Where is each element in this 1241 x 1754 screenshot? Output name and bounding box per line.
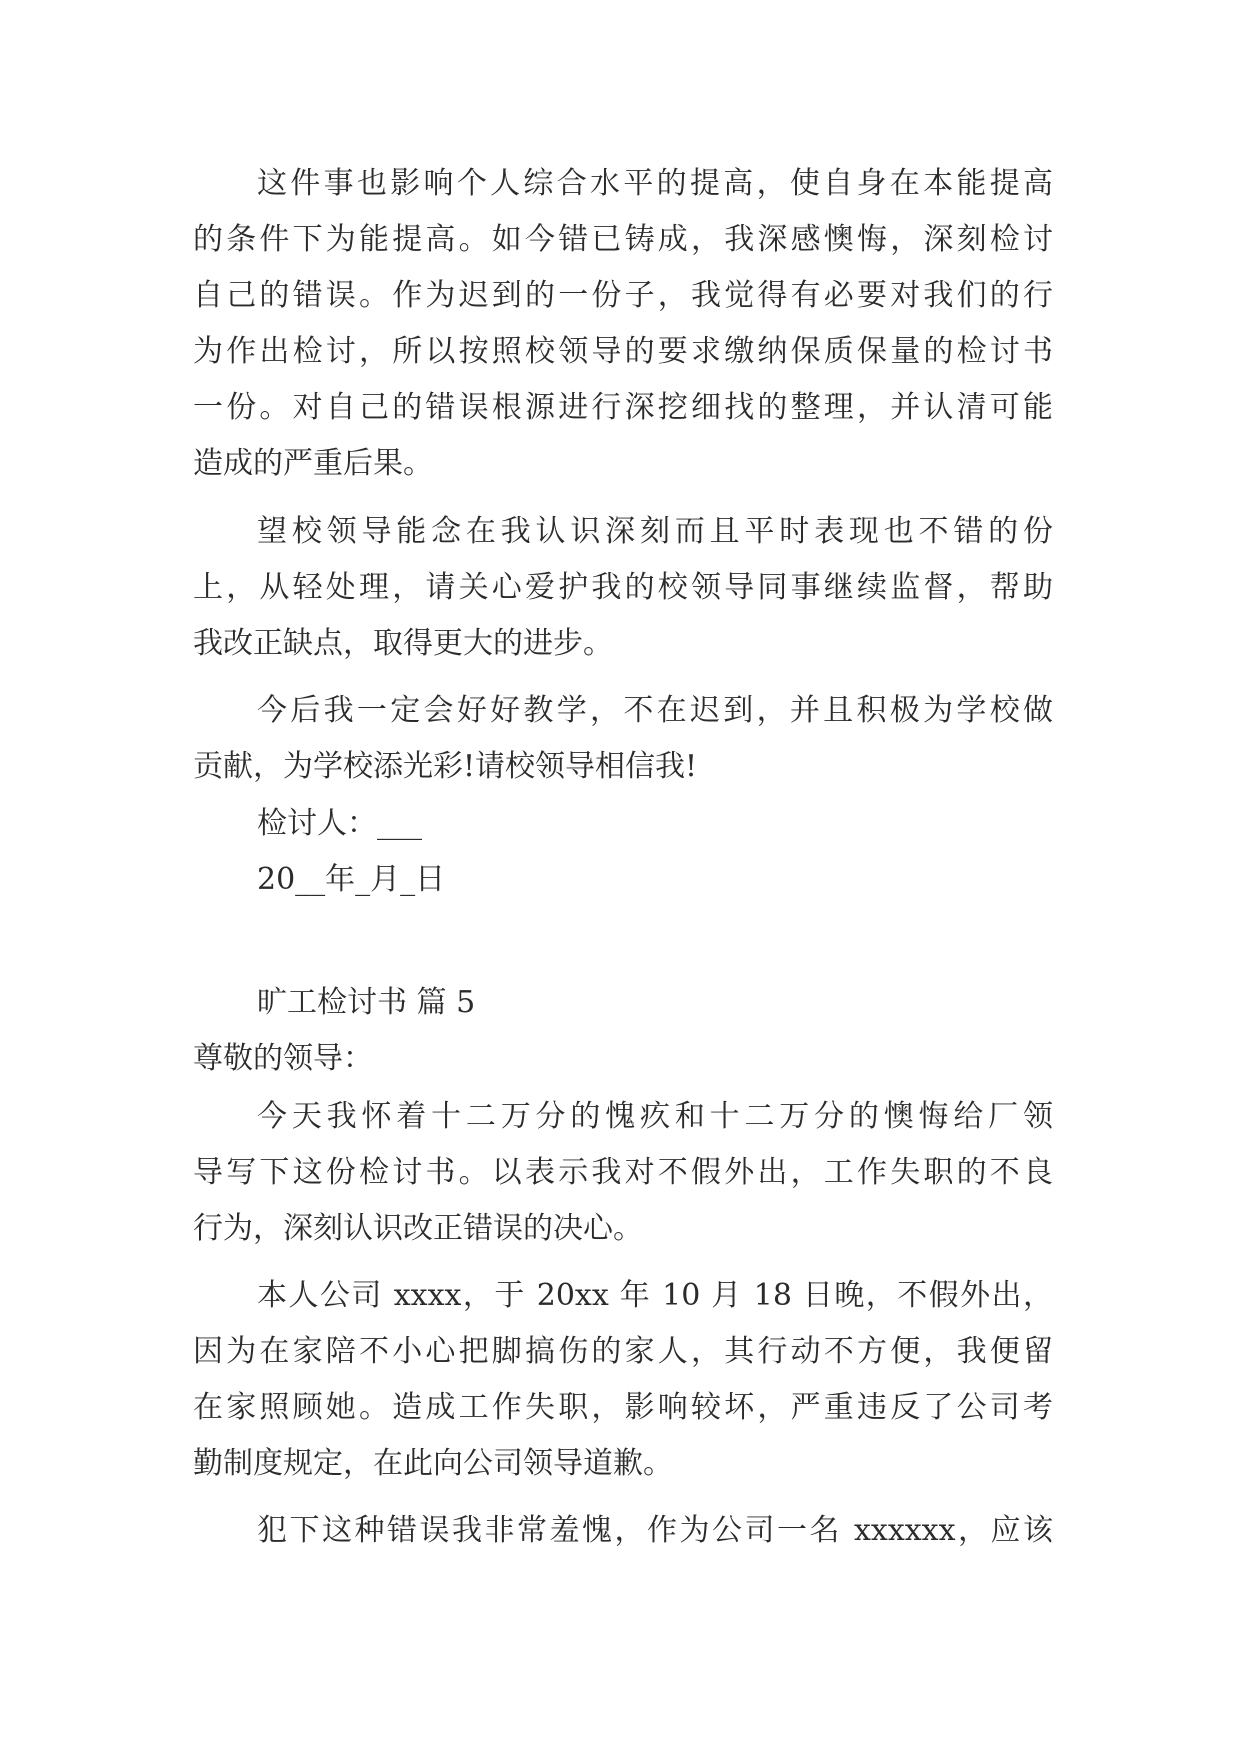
paragraph-line: 自己的错误。作为迟到的一份子，我觉得有必要对我们的行 <box>193 278 1053 313</box>
paragraph-line: 望校领导能念在我认识深刻而且平时表现也不错的份 <box>257 514 1053 549</box>
paragraph-line: 犯下这种错误我非常羞愧，作为公司一名 xxxxxx，应该 <box>257 1513 1053 1548</box>
signature-line: 检讨人：___ <box>257 806 422 841</box>
paragraph-line: 因为在家陪不小心把脚搞伤的家人，其行动不方便，我便留 <box>193 1334 1053 1369</box>
paragraph-line: 行为，深刻认识改正错误的决心。 <box>193 1211 643 1246</box>
paragraph-line: 这件事也影响个人综合水平的提高，使自身在本能提高 <box>257 166 1053 201</box>
paragraph-line: 为作出检讨，所以按照校领导的要求缴纳保质保量的检讨书 <box>193 334 1053 369</box>
section-heading: 旷工检讨书 篇 5 <box>257 985 476 1020</box>
paragraph-line: 今后我一定会好好教学，不在迟到，并且积极为学校做 <box>257 693 1053 728</box>
paragraph-line: 贡献，为学校添光彩!请校领导相信我! <box>193 749 698 784</box>
paragraph-line: 今天我怀着十二万分的愧疚和十二万分的懊悔给厂领 <box>257 1099 1053 1134</box>
paragraph-line: 上，从轻处理，请关心爱护我的校领导同事继续监督，帮助 <box>193 570 1053 605</box>
paragraph-line: 在家照顾她。造成工作失职，影响较坏，严重违反了公司考 <box>193 1390 1053 1425</box>
salutation: 尊敬的领导： <box>193 1041 373 1076</box>
date-line: 20__年_月_日 <box>257 862 446 897</box>
paragraph-line: 勤制度规定，在此向公司领导道歉。 <box>193 1446 673 1481</box>
paragraph-line: 我改正缺点，取得更大的进步。 <box>193 626 613 661</box>
paragraph-line: 的条件下为能提高。如今错已铸成，我深感懊悔，深刻检讨 <box>193 222 1053 257</box>
paragraph-line: 本人公司 xxxx，于 20xx 年 10 月 18 日晚，不假外出， <box>257 1278 1053 1313</box>
paragraph-line: 一份。对自己的错误根源进行深挖细找的整理，并认清可能 <box>193 390 1053 425</box>
paragraph-line: 导写下这份检讨书。以表示我对不假外出，工作失职的不良 <box>193 1155 1053 1190</box>
paragraph-line: 造成的严重后果。 <box>193 446 433 481</box>
